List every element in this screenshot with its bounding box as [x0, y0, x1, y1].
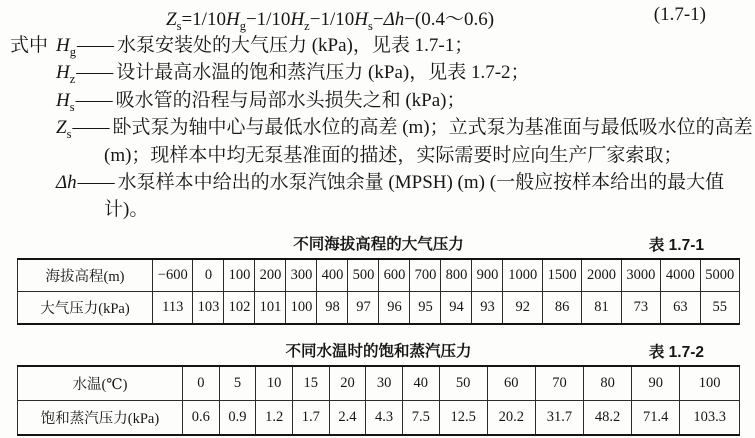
table-cell: 93 [472, 291, 503, 324]
table-cell: 4.3 [366, 400, 403, 435]
table-cell: 31.7 [535, 400, 583, 435]
table-cell: 1000 [503, 259, 542, 292]
table-cell: 71.4 [632, 400, 680, 435]
table-cell: 0 [183, 366, 220, 401]
table-cell: 96 [379, 291, 410, 324]
table-cell: 92 [503, 291, 542, 324]
term-variable [56, 117, 72, 142]
symbol-definitions [0, 32, 755, 224]
table-cell: 60 [487, 366, 535, 401]
em-dash: —— [77, 172, 114, 194]
term-description: 水泵样本中给出的水泵汽蚀余量 (MPSH) (m) (一般应按样本给出的最大值计)。 [104, 172, 725, 221]
table-cell: 90 [632, 366, 680, 401]
table-cell: 20.2 [487, 400, 535, 435]
table-cell: 40 [402, 366, 439, 401]
definition-item-hs [0, 87, 755, 114]
table-cell: 800 [441, 259, 472, 292]
table-row [18, 366, 740, 401]
term-variable [56, 35, 76, 59]
table-cell: 1500 [542, 259, 581, 292]
table-cell: 103.3 [680, 400, 740, 435]
table-cell: 600 [379, 259, 410, 292]
table-cell: 94 [441, 291, 472, 324]
formula-line [0, 0, 755, 33]
term-variable [56, 89, 75, 114]
table-cell: 97 [348, 291, 379, 324]
table-cell: 98 [317, 291, 348, 324]
table-cell: 81 [582, 291, 621, 324]
table-block-vapor-pressure [17, 339, 740, 436]
definition-item-hg [0, 32, 755, 59]
term-description: 设计最高水温的饱和蒸汽压力 (kPa)，见表 1.7-2； [116, 62, 530, 84]
table2-title: 不同水温时的饱和蒸汽压力 [285, 342, 472, 360]
table-cell: 80 [584, 366, 632, 401]
table-cell: 101 [255, 291, 286, 324]
term-description: 水泵安装处的大气压力 (kPa)，见表 1.7-1； [116, 35, 474, 56]
operator-text: −1/10 [309, 9, 355, 30]
table-cell: 7.5 [402, 400, 439, 435]
table-cell: 0 [193, 259, 224, 292]
table-cell: 95 [410, 291, 441, 324]
variable-letter: Z [166, 9, 177, 30]
table-cell: 200 [255, 259, 286, 292]
table1-number: 表 1.7-1 [648, 236, 704, 254]
table-cell: 30 [366, 366, 403, 401]
variable-letter: H [290, 9, 305, 30]
variable-subscript: g [239, 18, 246, 33]
em-dash: —— [76, 35, 113, 56]
table-cell: 5 [219, 366, 256, 401]
table-cell: 2.4 [329, 400, 366, 435]
table-cell: 400 [317, 259, 348, 292]
variable-letter: H [56, 62, 70, 84]
variable-letter: Δh [383, 9, 405, 30]
definition-item-zs [0, 114, 755, 169]
table-cell: −600 [153, 259, 193, 292]
table-cell: 100 [286, 291, 317, 324]
table-row [18, 400, 740, 435]
table-row [18, 291, 740, 324]
table-cell: 0.9 [219, 400, 256, 435]
table-atmospheric-pressure [17, 258, 740, 325]
table-cell: 1.2 [256, 400, 293, 435]
operator-text: −(0.4～0.6) [404, 9, 495, 30]
table-cell: 12.5 [439, 400, 487, 435]
table-cell: 700 [410, 259, 441, 292]
operator-text: − [372, 9, 384, 30]
table-block-atmospheric-pressure [17, 232, 740, 325]
table-cell: 102 [224, 291, 255, 324]
table-cell: 10 [256, 366, 293, 401]
equation-number: (1.7-1) [653, 4, 706, 25]
em-dash: —— [72, 117, 109, 139]
table-cell: 48.2 [584, 400, 632, 435]
variable-letter: Δh [56, 172, 77, 194]
table-cell: 103 [193, 291, 224, 324]
table-cell: 900 [472, 259, 503, 292]
table1-title: 不同海拔高程的大气压力 [293, 235, 464, 253]
table-cell: 4000 [661, 259, 700, 292]
row-header: 海拔高程(m) [18, 259, 153, 292]
table-cell: 100 [680, 366, 740, 401]
table-saturated-vapor-pressure [17, 365, 740, 436]
variable-letter: H [225, 9, 240, 30]
table-cell: 0.6 [183, 400, 220, 435]
term-description: 吸水管的沿程与局部水头损失之和 (kPa)； [115, 89, 466, 111]
table-cell: 5000 [700, 259, 739, 292]
em-dash: —— [76, 62, 113, 84]
variable-subscript: z [304, 18, 310, 33]
definition-item-hz [0, 59, 755, 86]
table-cell: 55 [700, 291, 739, 324]
row-header: 水温(℃) [18, 366, 183, 401]
operator-text: =1/10 [181, 9, 226, 30]
variable-subscript: g [69, 44, 76, 59]
table1-header [17, 232, 740, 253]
variable-letter: Z [56, 117, 67, 139]
variable-subscript: s [69, 99, 75, 114]
table-cell: 113 [153, 291, 193, 324]
table-cell: 100 [224, 259, 255, 292]
variable-subscript: s [66, 127, 72, 142]
table-cell: 20 [329, 366, 366, 401]
row-header: 大气压力(kPa) [18, 291, 153, 324]
table-cell: 73 [621, 291, 660, 324]
operator-text: −1/10 [245, 9, 291, 30]
table-cell: 63 [661, 291, 700, 324]
variable-letter: H [354, 9, 368, 30]
table-cell: 2000 [582, 259, 621, 292]
variable-subscript: s [176, 18, 182, 33]
em-dash: —— [75, 89, 112, 111]
row-header: 饱和蒸汽压力(kPa) [18, 400, 183, 435]
table-cell: 3000 [621, 259, 660, 292]
table-cell: 500 [348, 259, 379, 292]
definition-item-dh [0, 169, 755, 224]
table-cell: 300 [286, 259, 317, 292]
variable-subscript: z [69, 72, 76, 87]
cavitation-formula [166, 9, 495, 33]
term-description: 卧式泵为轴中心与最低水位的高差 (m)；立式泵为基准面与最低吸水位的高差 (m)；现样本中均无泵基准面的描述，实际需要时应向生产厂家索取； [104, 117, 753, 166]
table-cell: 1.7 [292, 400, 329, 435]
variable-subscript: s [367, 18, 373, 33]
term-variable [56, 172, 77, 193]
table-cell: 15 [292, 366, 329, 401]
table2-header [17, 339, 740, 360]
variable-letter: H [56, 89, 70, 111]
table-cell: 50 [439, 366, 487, 401]
table-row [18, 259, 740, 292]
where-label: 式中 [10, 35, 49, 56]
table-cell: 86 [542, 291, 581, 324]
variable-letter: H [56, 35, 70, 56]
table-cell: 70 [535, 366, 583, 401]
term-variable [56, 62, 76, 87]
table2-number: 表 1.7-2 [648, 343, 704, 361]
